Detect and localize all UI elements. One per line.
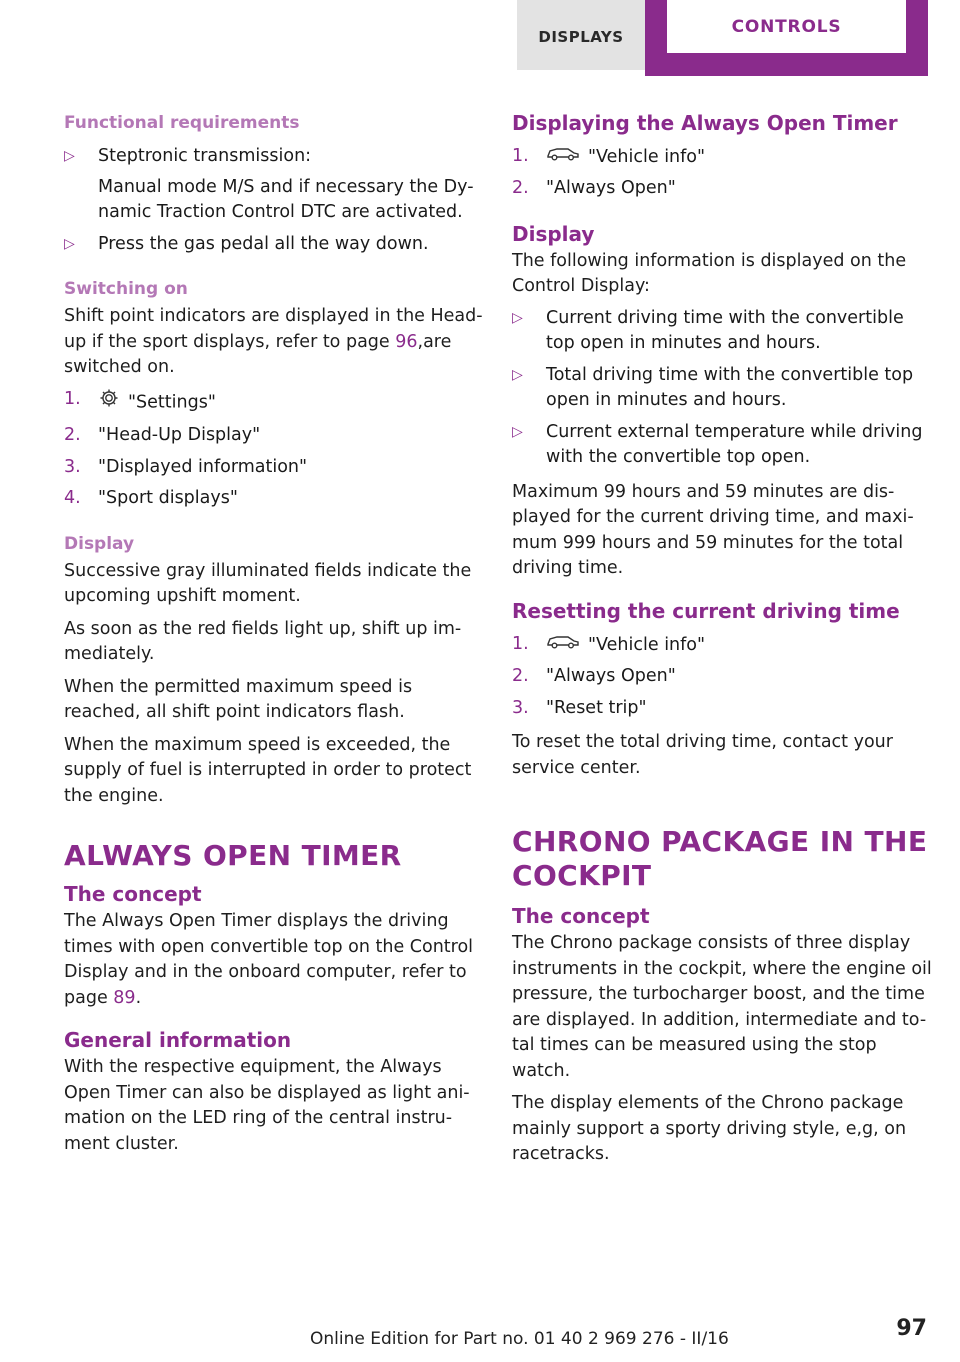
gear-icon <box>98 387 120 418</box>
switching-on-steps <box>64 384 484 515</box>
chrono-package-heading: CHRONO PACKAGE IN THE COCKPIT <box>512 825 928 892</box>
list-item <box>64 420 484 452</box>
triangle-bullet-icon: ▷ <box>512 423 523 440</box>
step-text: "Vehicle info" <box>588 146 706 167</box>
step-text: "Vehicle info" <box>588 634 706 655</box>
list-item <box>512 141 932 173</box>
display-intro: The following information is displayed on the Control Display: <box>512 250 907 297</box>
general-information-text: With the respective equipment, the Always Open Timer can also be displayed as light ani-mation on the LED ring of the central instru-ment cluster. <box>64 1057 470 1154</box>
page-link-96[interactable]: 96 <box>395 331 418 352</box>
switching-on-heading: Switching on <box>64 279 188 299</box>
step-text: "Always Open" <box>546 178 676 199</box>
list-item <box>64 483 484 515</box>
list-item <box>512 693 932 725</box>
chrono-paragraph: The Chrono package consists of three display instruments in the cockpit, where the engine oil pressure, the turbocharger boost, and the time are displayed. In addition, intermediate and to-tal times can be measured using the stop watch. <box>512 933 932 1081</box>
triangle-bullet-icon: ▷ <box>64 235 75 252</box>
display-paragraph: When the maximum speed is exceeded, the supply of fuel is interrupted in order to protect the engine. <box>64 734 472 806</box>
concept-heading: The concept <box>64 882 202 906</box>
list-item <box>512 661 932 693</box>
displaying-timer-steps <box>512 141 932 205</box>
list-item-text: Press the gas pedal all the way down. <box>98 233 429 254</box>
switching-on-text-after: ,are switched on. <box>64 331 452 377</box>
page-link-89[interactable]: 89 <box>113 987 136 1008</box>
functional-requirements-list <box>64 141 484 260</box>
chrono-concept-heading: The concept <box>512 904 650 928</box>
step-number: 2. <box>64 425 81 445</box>
left-column <box>64 108 484 1157</box>
tab-controls[interactable] <box>645 0 928 76</box>
step-number: 2. <box>512 666 529 686</box>
step-text: "Displayed information" <box>98 456 308 477</box>
page-number: 97 <box>896 1316 927 1341</box>
triangle-bullet-icon: ▷ <box>512 366 523 383</box>
displaying-timer-heading: Displaying the Always Open Timer <box>512 111 898 135</box>
list-item <box>64 452 484 484</box>
right-column <box>512 108 932 1168</box>
step-text: "Head-Up Display" <box>98 425 261 445</box>
list-item-subtext: Manual mode M/S and if necessary the Dy-namic Traction Control DTC are activated. <box>98 176 474 222</box>
list-item <box>512 417 932 474</box>
list-item-text: Current driving time with the convertible top open in minutes and hours. <box>546 307 904 354</box>
tab-displays[interactable] <box>517 0 645 70</box>
reset-note: To reset the total driving time, contact your service center. <box>512 732 893 778</box>
list-item <box>512 173 932 205</box>
header-tabs <box>517 0 928 76</box>
display-paragraph: When the permitted maximum speed is reached, all shift point indicators flash. <box>64 676 413 722</box>
step-text: "Sport displays" <box>98 488 238 508</box>
display-paragraph: As soon as the red fields light up, shift up im-mediately. <box>64 618 462 664</box>
edition-text: Online Edition for Part no. 01 40 2 969 276 - II/16 <box>310 1329 729 1349</box>
triangle-bullet-icon: ▷ <box>64 148 75 164</box>
display-heading: Display <box>64 533 135 554</box>
concept-text <box>64 909 484 1011</box>
step-number: 1. <box>512 633 529 654</box>
list-item <box>64 384 484 421</box>
list-item <box>512 360 932 417</box>
list-item <box>512 303 932 360</box>
step-number: 1. <box>64 388 81 409</box>
concept-text-after: . <box>135 987 142 1008</box>
tab-controls-label: CONTROLS <box>731 16 842 37</box>
step-number: 2. <box>512 178 529 199</box>
step-text: "Always Open" <box>546 666 676 686</box>
switching-on-text <box>64 304 484 381</box>
list-item-text: Total driving time with the convertible top open in minutes and hours. <box>546 364 914 411</box>
list-item <box>512 629 932 661</box>
display-items-list <box>512 303 932 474</box>
tab-displays-label: DISPLAYS <box>538 28 624 46</box>
display-heading-right: Display <box>512 221 595 246</box>
step-number: 1. <box>512 146 529 166</box>
chrono-paragraph: The display elements of the Chrono package mainly support a sporty driving style, e,g, on racetracks. <box>512 1093 907 1164</box>
step-number: 4. <box>64 488 81 508</box>
list-item-text: Current external temperature while driving with the convertible top open. <box>546 421 923 468</box>
list-item <box>64 229 484 261</box>
switching-on-text-before: Shift point indicators are displayed in the Head-up if the sport displays, refer to page <box>64 306 483 352</box>
step-number: 3. <box>512 697 529 718</box>
reset-heading: Resetting the current driving time <box>512 598 900 623</box>
always-open-timer-heading: ALWAYS OPEN TIMER <box>64 839 402 872</box>
display-max-text: Maximum 99 hours and 59 minutes are dis-played for the current driving time, and maxi-mum 999 hours and 59 minutes for the total driving time. <box>512 481 914 579</box>
tab-controls-inner <box>667 0 906 53</box>
car-icon <box>546 144 580 170</box>
functional-requirements-heading: Functional requirements <box>64 113 300 133</box>
list-item-text: Steptronic transmission: <box>98 146 312 166</box>
list-item <box>64 141 484 229</box>
general-information-heading: General information <box>64 1028 292 1052</box>
step-text: "Settings" <box>128 391 216 412</box>
triangle-bullet-icon: ▷ <box>512 309 523 326</box>
car-icon <box>546 632 580 658</box>
step-number: 3. <box>64 456 81 477</box>
step-text: "Reset trip" <box>546 697 647 718</box>
reset-steps <box>512 629 932 724</box>
concept-text-before: The Always Open Timer displays the driving times with open convertible top on the Control Display and in the onboard computer, refer to page <box>64 911 474 1008</box>
display-paragraph: Successive gray illuminated fields indicate the upcoming upshift moment. <box>64 560 472 606</box>
